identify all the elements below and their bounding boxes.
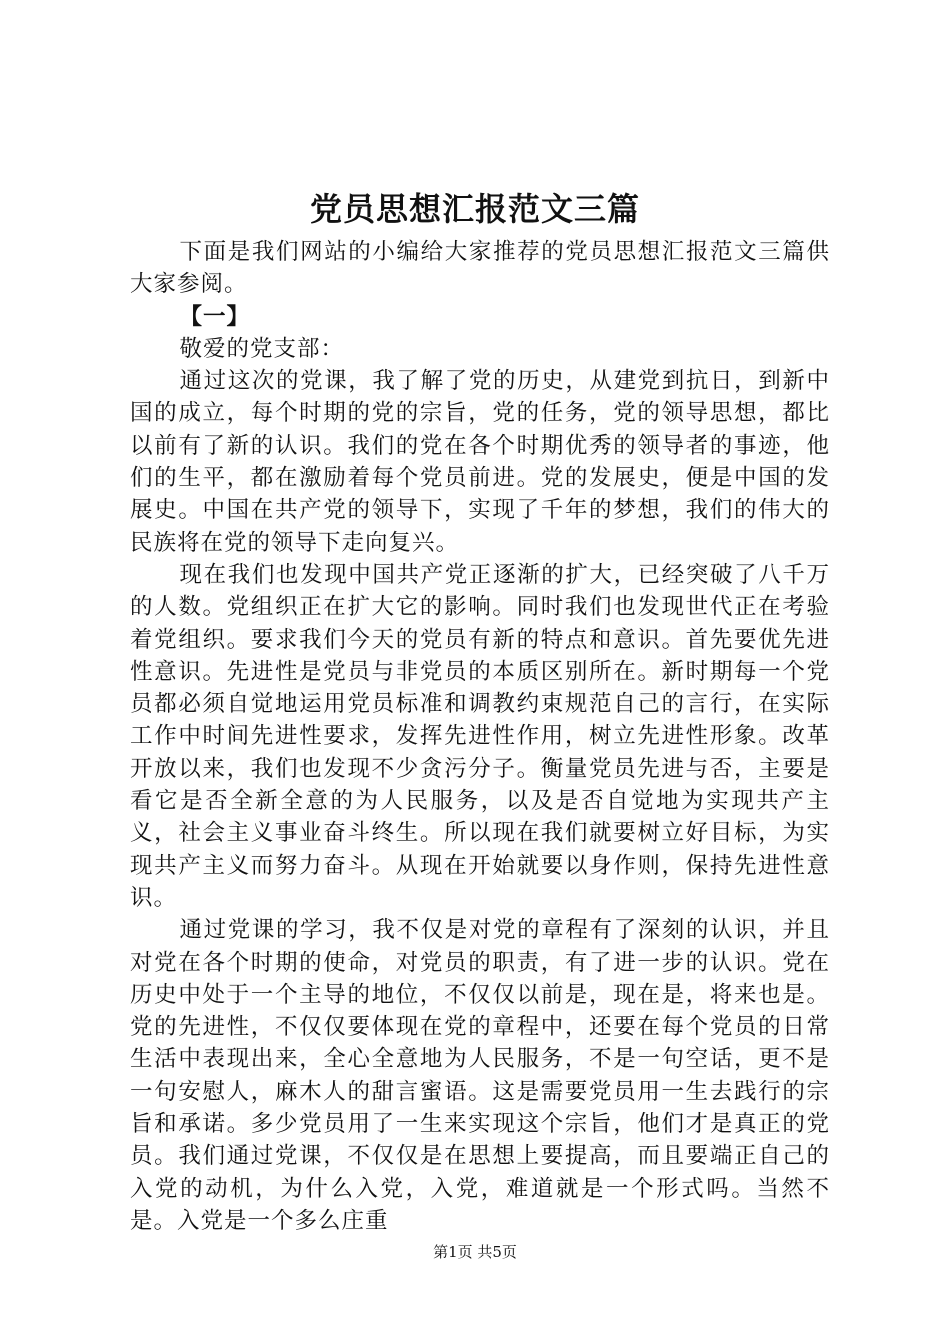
document-body [130, 236, 830, 1237]
body-paragraph: 现在我们也发现中国共产党正逐渐的扩大，已经突破了八千万的人数。党组织正在扩大它的影响。同时我们也发现世代正在考验着党组织。要求我们今天的党员有新的特点和意识。首先要优先进性意识。先进性是党员与非党员的本质区别所在。新时期每一个党员都必须自觉地运用党员标准和调教约束规范自己的言行，在实际工作中时间先进性要求，发挥先进性作用，树立先进性形象。改革开放以来，我们也发现不少贪污分子。衡量党员先进与否，主要是看它是否全新全意的为人民服务，以及是否自觉地为实现共产主义，社会主义事业奋斗终生。所以现在我们就要树立好目标，为实现共产主义而努力奋斗。从现在开始就要以身作则，保持先进性意识。 [130, 561, 830, 911]
body-paragraph: 通过这次的党课，我了解了党的历史，从建党到抗日，到新中国的成立，每个时期的党的宗旨，党的任务，党的领导思想，都比以前有了新的认识。我们的党在各个时期优秀的领导者的事迹，他们的生平，都在激励着每个党员前进。党的发展史，便是中国的发展史。中国在共产党的领导下，实现了千年的梦想，我们的伟大的民族将在党的领导下走向复兴。 [130, 368, 830, 556]
page-footer: 第1页 共5页 [433, 1243, 517, 1261]
section-heading: 【一】 [179, 303, 251, 330]
document-title: 党员思想汇报范文三篇 [309, 190, 640, 228]
salutation: 敬爱的党支部： [179, 335, 345, 362]
body-paragraph: 通过党课的学习，我不仅是对党的章程有了深刻的认识，并且对党在各个时期的使命，对党员的职责，有了进一步的认识。党在历史中处于一个主导的地位，不仅仅以前是，现在是，将来也是。党的先进性，不仅仅要体现在党的章程中，还要在每个党员的日常生活中表现出来，全心全意地为人民服务，不是一句空话，更不是一句安慰人，麻木人的甜言蜜语。这是需要党员用一生去践行的宗旨和承诺。多少党员用了一生来实现这个宗旨，他们才是真正的党员。我们通过党课，不仅仅是在思想上要提高，而且要端正自己的入党的动机，为什么入党，入党，难道就是一个形式吗。当然不是。入党是一个多么庄重 [130, 917, 830, 1234]
intro-paragraph: 下面是我们网站的小编给大家推荐的党员思想汇报范文三篇供大家参阅。 [130, 239, 830, 298]
